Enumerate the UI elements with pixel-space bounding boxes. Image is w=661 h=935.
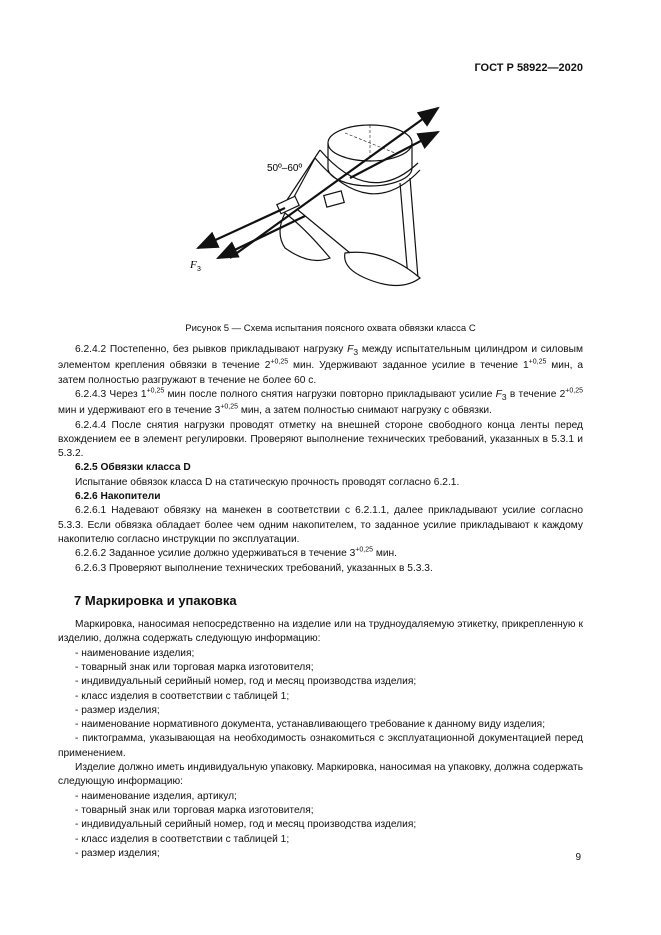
list-item: - товарный знак или торговая марка изготовителя; <box>75 804 314 816</box>
list-item: - наименование изделия, артикул; <box>75 790 237 802</box>
force-label-sub: 3 <box>197 266 201 273</box>
angle-label: 50º–60º <box>267 163 303 174</box>
list-item: - наименование изделия; <box>75 647 195 659</box>
list-item: - класс изделия в соответствии с таблицей 1; <box>75 690 290 702</box>
marking-intro: Маркировка, наносимая непосредственно на изделие или на трудноудаляемую этикетку, прикрепленную к изделию, должна содержать следующую информацию: <box>58 619 583 645</box>
list-item: - наименование нормативного документа, устанавливающего требование к данному виду изделия; <box>75 719 546 731</box>
list-item: - индивидуальный серийный номер, год и месяц производства изделия; <box>75 676 417 688</box>
figure-caption: Рисунок 5 — Схема испытания поясного охвата обвязки класса С <box>185 323 476 334</box>
paragraph-class-d: Испытание обвязок класса D на статическую прочность проводят согласно 6.2.1. <box>75 476 460 488</box>
heading-6-2-6: 6.2.6 Накопители <box>75 491 161 503</box>
list-item: - индивидуальный серийный номер, год и месяц производства изделия; <box>75 819 417 831</box>
list-item: - товарный знак или торговая марка изготовителя; <box>75 662 314 673</box>
list-item: - размер изделия; <box>75 847 160 859</box>
paragraph-6-2-4-2: 6.2.4.2 Постепенно, без рывков прикладывают нагрузку $F_3$ между испытательным цилиндром и силовым элементом крепления обвязки в течение $2^{+0,25}$ мин. Удерживают заданное усилие в течение $1^{+0,25}$ мин, а затем полностью разгружают в течение не более 60 с. <box>58 344 584 386</box>
paragraph-6-2-6-3: 6.2.6.3 Проверяют выполнение технических требований, указанных в 5.3.3. <box>75 562 433 574</box>
packaging-intro: Изделие должно иметь индивидуальную упаковку. Маркировка, наносимая на упаковку, должна содержать следующую информацию: <box>58 762 583 788</box>
list-item: - пиктограмма, указывающая на необходимость ознакомиться с эксплуатационной документацией перед применением. <box>58 733 583 759</box>
heading-6-2-5: 6.2.5 Обвязки класса D <box>75 462 191 474</box>
list-item: - размер изделия; <box>75 704 160 716</box>
list-item: - класс изделия в соответствии с таблицей 1; <box>75 833 290 845</box>
paragraph-6-2-6-2: 6.2.6.2 Заданное усилие должно удерживаться в течение $3^{+0,25}$ мин. <box>75 546 397 560</box>
standard-code: ГОСТ Р 58922—2020 <box>474 62 583 74</box>
page-number: 9 <box>575 852 581 863</box>
test-scheme-figure <box>170 88 500 313</box>
document-body <box>58 343 583 861</box>
paragraph-6-2-6-1: 6.2.6.1 Надевают обвязку на манекен в соответствии с 6.2.1.1, далее прикладывают усилие согласно 5.3.3. Если обвязка обладает более чем одним накопителем, то заданное усилие прикладывают к каждому накопителю согласно инструкции по эксплуатации. <box>58 505 583 545</box>
paragraph-6-2-4-4: 6.2.4.4 После снятия нагрузки проводят отметку на внешней стороне свободного конца ленты перед вхождением ее в элемент регулировки. Проверяют выполнение технических требований, указанных в 5.3.1 и 5.3.2. <box>58 419 583 460</box>
section-7-title: 7 Маркировка и упаковка <box>74 592 237 608</box>
force-label: F <box>190 259 197 271</box>
harness-test-drawing <box>170 88 500 313</box>
paragraph-6-2-4-3: 6.2.4.3 Через $1^{+0,25}$ мин после полного снятия нагрузки повторно прикладывают усилие $F_3$ в течение $2^{+0,25}$ мин и удерживают его в течение $3^{+0,25}$ мин, а затем полностью снимают нагрузку с обвязки. <box>58 387 584 417</box>
